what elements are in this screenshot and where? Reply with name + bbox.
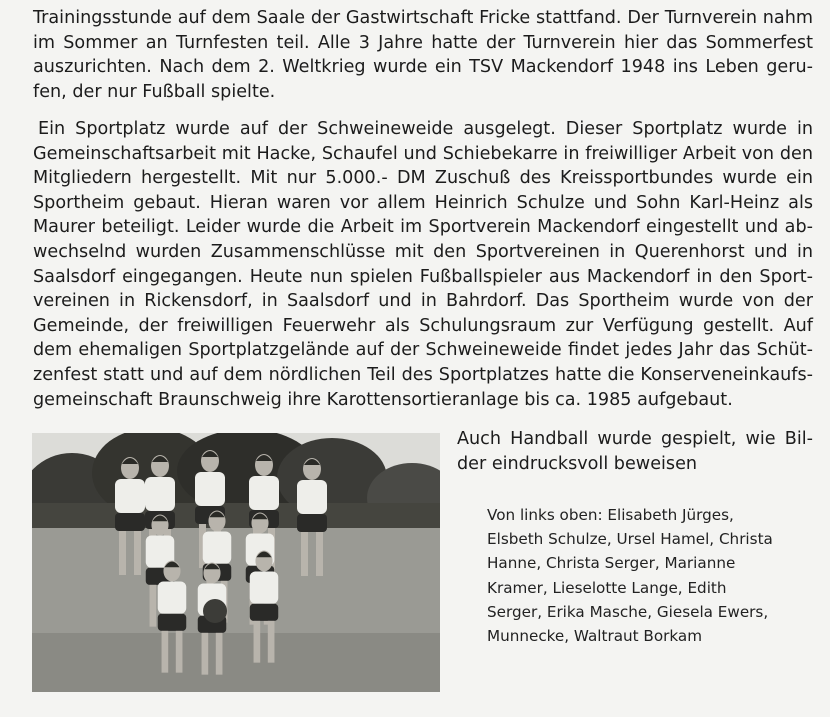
names-caption: Von links oben: Elisabeth Jürges, Elsbeth Schulze, Ursel Hamel, Christa Hanne, Christa Serger, Marianne Kramer, Lieselotte Lange, Edith Serger, Erika Masche, Giesela Ewers, Munnecke, Waltraut Borkam [487,506,773,646]
photo-caption: Auch Handball wurde gespielt, wie Bilder eindrucksvoll beweisen [457,429,813,474]
team-photo-illustration [32,433,440,692]
team-photo [32,433,440,692]
paragraph-sportplatz: Ein Sportplatz wurde auf der Schweineweide ausgelegt. Dieser Sportplatz wurde in Gemeinschaftsarbeit mit Hacke, Schaufel und Schiebekarre in freiwilliger Arbeit von den Mitgliedern hergestellt. Mit nur 5.000.- DM Zuschuß des Kreissportbundes wurde ein Sportheim gebaut. Hieran waren vor allem Heinrich Schulze und Sohn Karl-Heinz als Maurer beteiligt. Leider wurde die Arbeit im Sportverein Mackendorf eingestellt und abwechselnd wurden Zusammenschlüsse mit den Sportvereinen in Querenhorst und in Saalsdorf eingegangen. Heute nun spielen Fußballspieler aus Mackendorf in den Sportvereinen in Rickensdorf, in Saalsdorf und in Bahrdorf. Das Sportheim wurde von der Gemeinde, der freiwilligen Feuerwehr als Schulungsraum zur Verfügung gestellt. Auf dem ehemaligen Sportplatzgelände auf der Schweineweide findet jedes Jahr das Schützenfest statt und auf dem nördlichen Teil des Sportplatzes hatte die Konserveneinkaufsgemeinschaft Braunschweig ihre Karottensortieranlage bis ca. 1985 aufgebaut. [33,119,813,410]
paragraph-intro: Trainingsstunde auf dem Saale der Gastwirtschaft Fricke stattfand. Der Turnverein nahm im Sommer an Turnfesten teil. Alle 3 Jahre hatte der Turnverein hier das Sommerfest auszurichten. Nach dem 2. Weltkrieg wurde ein TSV Mackendorf 1948 ins Leben gerufen, der nur Fußball spielte. [33,8,813,102]
handball [203,599,227,623]
